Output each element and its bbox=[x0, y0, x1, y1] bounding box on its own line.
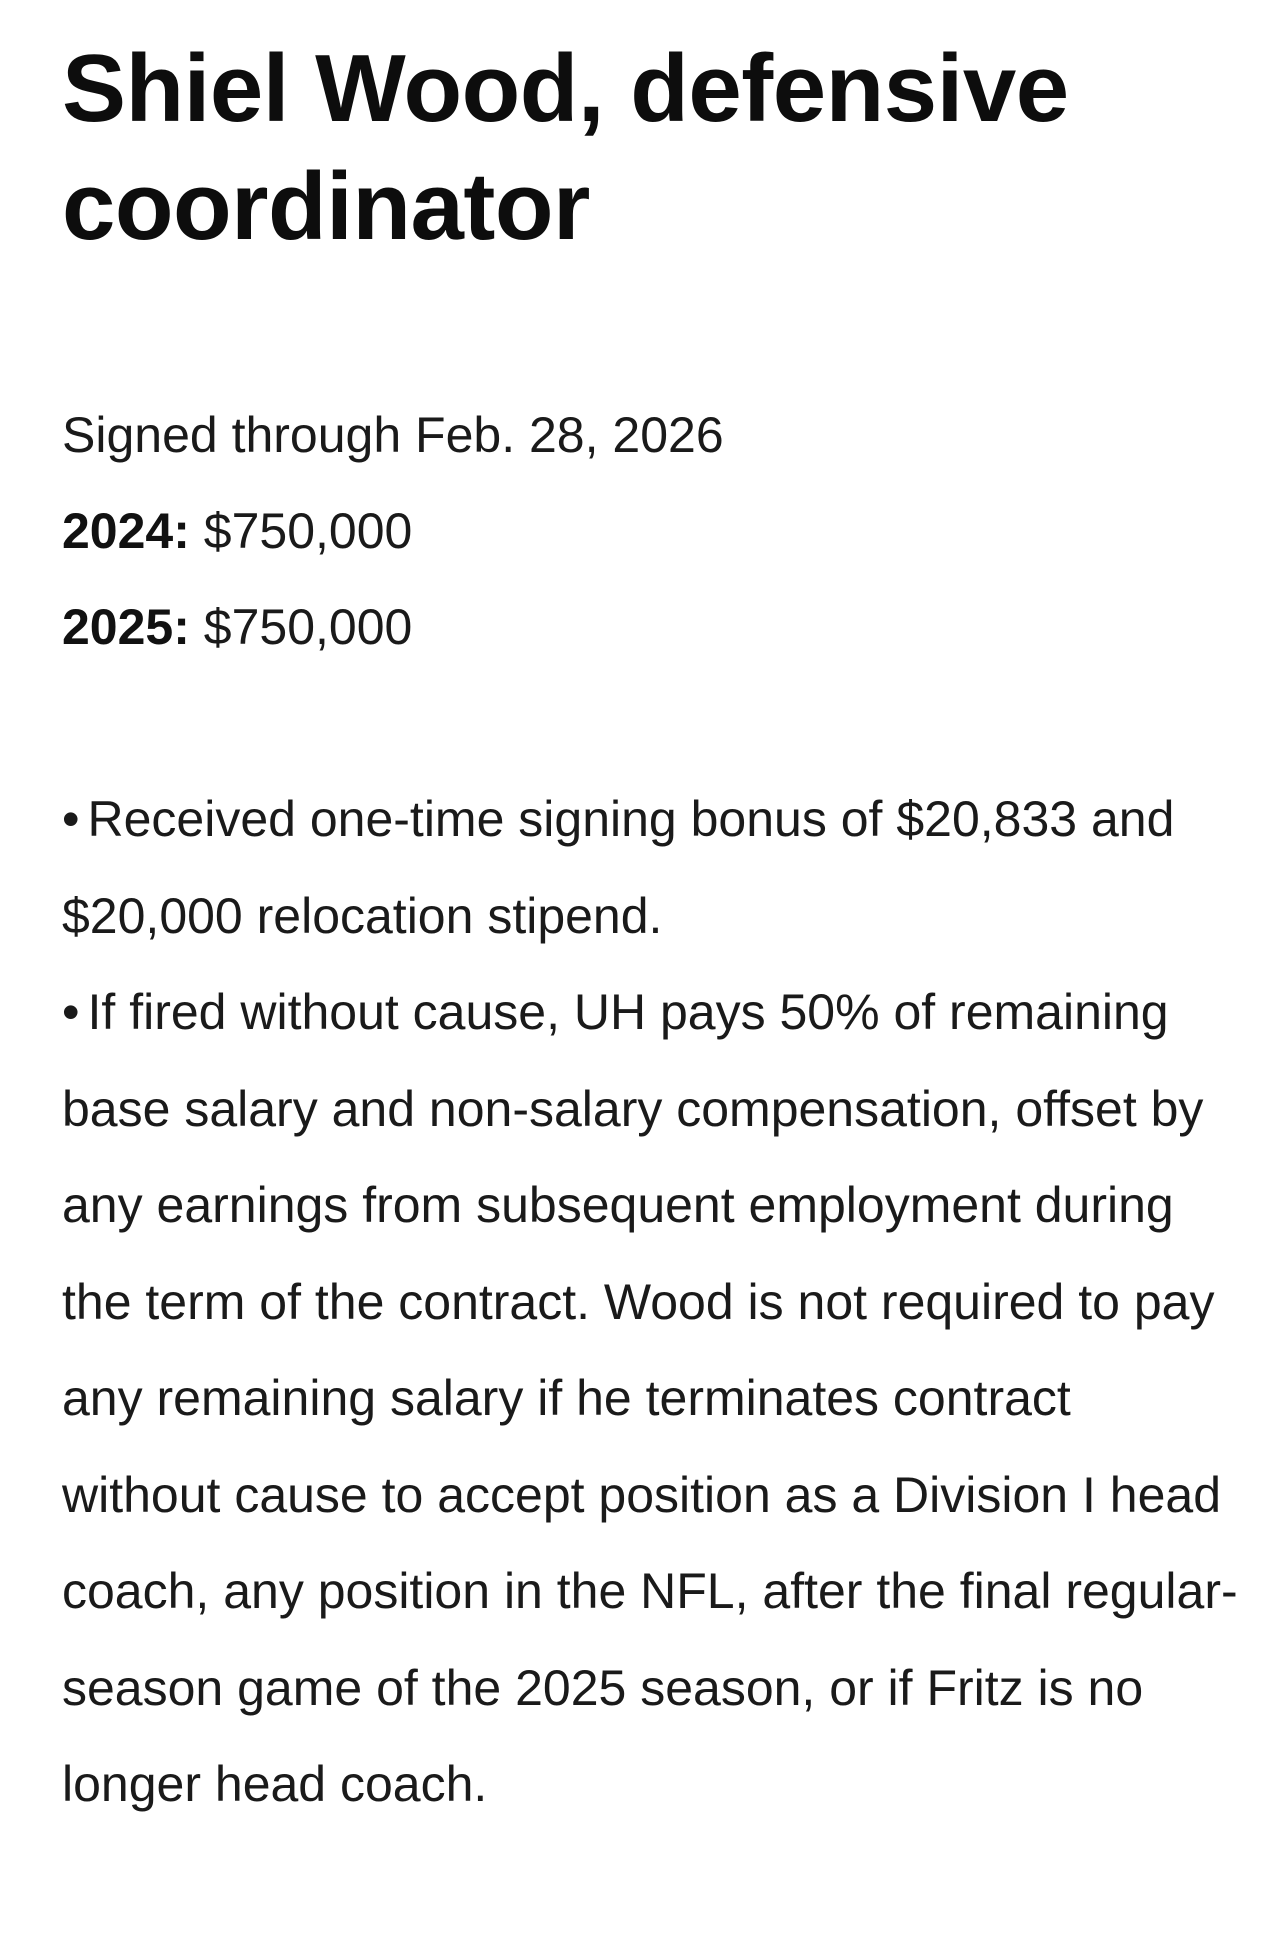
page-title: Shiel Wood, defensive coordinator bbox=[62, 35, 1069, 260]
salary-amount: $750,000 bbox=[203, 599, 413, 655]
salary-year: 2024: bbox=[62, 503, 190, 559]
salary-line-2025 bbox=[62, 579, 1242, 675]
bullet-icon: • bbox=[62, 791, 80, 847]
contract-summary bbox=[62, 387, 1242, 675]
signed-through-line: Signed through Feb. 28, 2026 bbox=[62, 407, 724, 463]
salary-line-2024 bbox=[62, 483, 1242, 579]
salary-year: 2025: bbox=[62, 599, 190, 655]
note-buyout-terms bbox=[62, 964, 1242, 1833]
contract-notes bbox=[62, 771, 1242, 1833]
note-signing-bonus bbox=[62, 771, 1242, 964]
bullet-icon: • bbox=[62, 984, 80, 1040]
article bbox=[62, 30, 1242, 1833]
note-text: Received one-time signing bonus of $20,833 and $20,000 relocation stipend. bbox=[62, 791, 1175, 944]
salary-amount: $750,000 bbox=[203, 503, 413, 559]
note-text: If fired without cause, UH pays 50% of remaining base salary and non-salary compensation, offset by any earnings from subsequent employment during the term of the contract. Wood is not required to pay any remaining salary if he terminates contract without cause to accept position as a Division I head coach, any position in the NFL, after the final regular-season game of the 2025 season, or if Fritz is no longer head coach. bbox=[62, 984, 1238, 1812]
